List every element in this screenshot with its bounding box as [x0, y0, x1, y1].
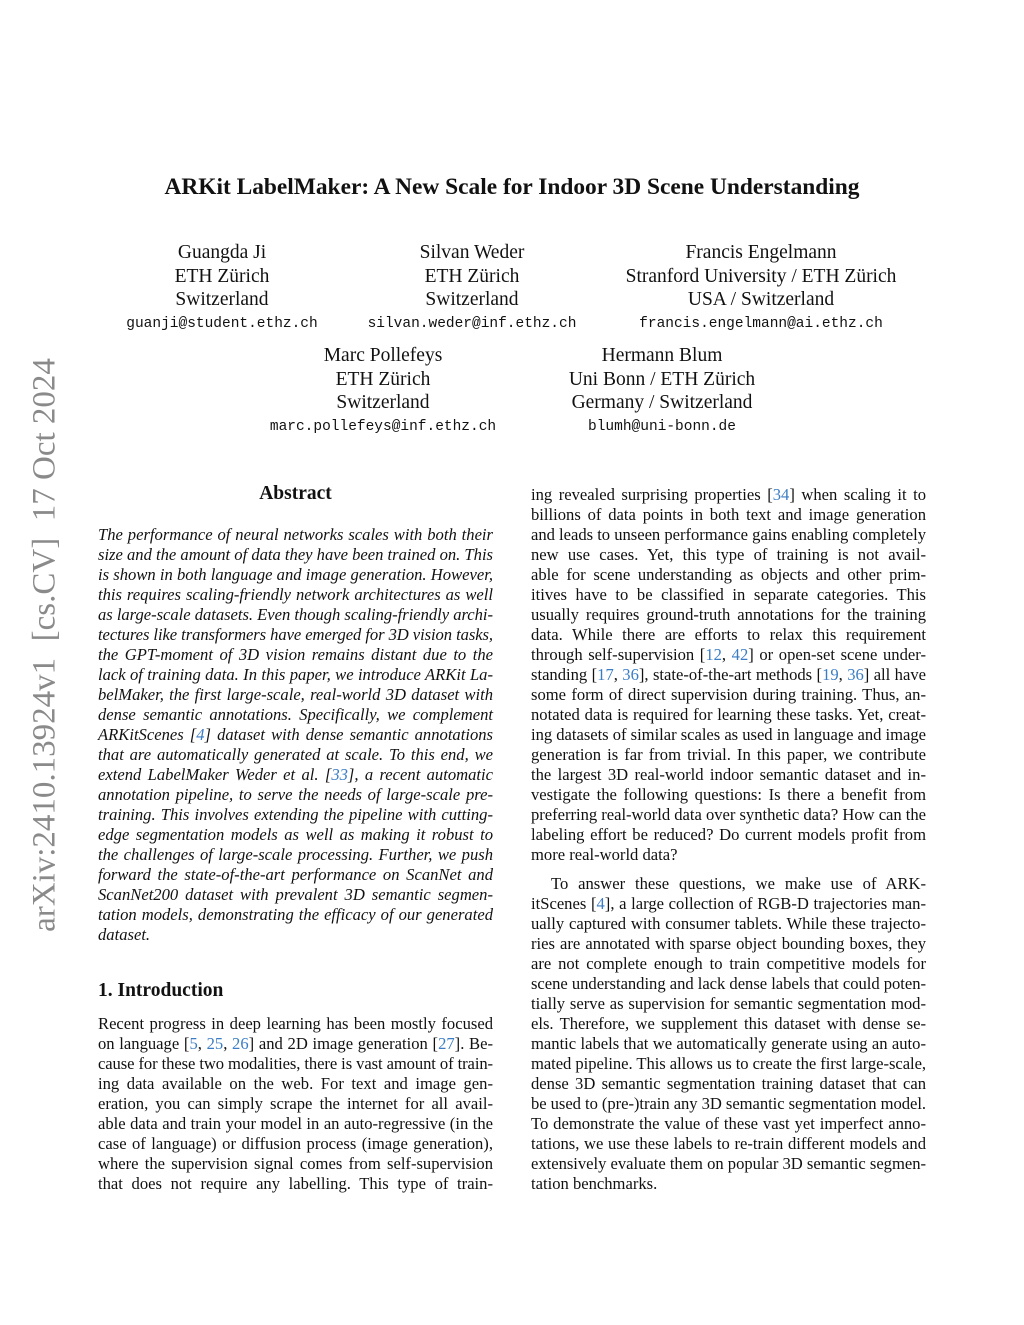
text-line: labeling effort be reduced? Do current models profit from [531, 825, 926, 844]
text-line: notated data is required for learning these tasks. Yet, creat- [531, 705, 926, 724]
paper-title: ARKit LabelMaker: A New Scale for Indoor 3D Scene Understanding [164, 174, 860, 200]
text-line: tation benchmarks. [531, 1174, 658, 1193]
text-line: generation is far from trivial. In this paper, we contribute [531, 745, 926, 764]
text-line: through self-supervision [12, 42] or open-set scene under- [531, 645, 926, 664]
text-line: billions of data points in both text and image generation [531, 505, 926, 524]
text-line: annotation pipeline, to serve the needs of large-scale pre- [98, 785, 493, 804]
citation-link[interactable]: 19 [822, 665, 839, 684]
citation-link[interactable]: 5 [189, 1034, 198, 1053]
author-email[interactable]: silvan.weder@inf.ethz.ch [367, 315, 577, 332]
intro-paragraph-right-1 [531, 485, 926, 865]
author-block [352, 241, 592, 337]
text-line: forward the state-of-the-art performance on ScanNet and [98, 865, 493, 884]
citation-link[interactable]: 36 [622, 665, 639, 684]
intro-paragraph-right-2 [531, 874, 926, 1194]
text-line: extend LabelMaker Weder et al. [33], a recent automatic [98, 765, 493, 784]
author-block [258, 344, 508, 440]
author-name: Guangda Ji [177, 242, 267, 263]
text-line: ScanNet200 dataset with prevalent 3D semantic segmen- [98, 885, 493, 904]
text-line: are not complete enough to train competitive models for [531, 954, 926, 973]
author-block [542, 344, 782, 440]
text-line: To demonstrate the value of these vast yet imperfect anno- [531, 1114, 926, 1133]
text-line: tectures like transformers have emerged for 3D vision tasks, [98, 625, 493, 644]
author-country: Germany / Switzerland [571, 392, 753, 413]
text-line: ing revealed surprising properties [34] when scaling it to [531, 485, 927, 504]
citation-link[interactable]: 12 [705, 645, 722, 664]
text-line: that are automatically generated at scale. To this end, we [98, 745, 493, 764]
text-line: on language [5, 25, 26] and 2D image generation [27]. Be- [98, 1034, 494, 1053]
text-line: vestigate the following questions: Is there a benefit from [531, 785, 926, 804]
text-line: preferring real-world data over synthetic data? How can the [531, 805, 926, 824]
text-line: mantic labels that we automatically generate using an auto- [531, 1034, 926, 1053]
author-country: Switzerland [336, 392, 430, 413]
author-country: Switzerland [175, 289, 269, 310]
text-line: size and the amount of data they have been trained on. This [98, 545, 493, 564]
text-line: The performance of neural networks scales with both their [98, 525, 493, 544]
text-line: els. Therefore, we supplement this dataset with dense se- [531, 1014, 926, 1033]
text-line: able for scene understanding as objects and other prim- [531, 565, 926, 584]
citation-link[interactable]: 33 [331, 765, 348, 784]
author-name: Marc Pollefeys [323, 345, 443, 366]
arxiv-stamp: arXiv:2410.13924v1 [cs.CV] 17 Oct 2024 [26, 358, 63, 932]
text-line: is shown in both language and image generation. However, [98, 565, 493, 584]
text-line: ually captured with consumer tablets. While these trajecto- [531, 914, 926, 933]
text-line: ing data available on the web. For text and image gen- [98, 1074, 493, 1093]
author-name: Francis Engelmann [685, 242, 837, 263]
text-line: Recent progress in deep learning has been mostly focused [98, 1014, 493, 1033]
text-line: eration, you can simply scrape the internet for all avail- [98, 1094, 493, 1113]
text-line: lack of training data. In this paper, we introduce ARKit La- [98, 665, 493, 684]
citation-link[interactable]: 42 [731, 645, 749, 664]
author-email[interactable]: francis.engelmann@ai.ethz.ch [639, 315, 883, 332]
author-block [606, 241, 916, 337]
text-line: standing [17, 36], state-of-the-art methods [19, 36] all have [531, 665, 926, 684]
text-line: cause for these two modalities, there is vast amount of train- [98, 1054, 493, 1073]
intro-paragraph-left [98, 1014, 493, 1194]
text-line: dataset. [98, 925, 151, 944]
text-line: belMaker, the first large-scale, real-world 3D dataset with [98, 685, 493, 704]
text-line: usually requires ground-truth annotations for the training [531, 605, 926, 624]
text-line: dense semantic annotations. Specifically, we complement [98, 705, 493, 724]
text-line: edge segmentation models as well as making it robust to [98, 825, 493, 844]
text-line: data. While there are efforts to relax this requirement [531, 625, 926, 644]
text-line: that does not require any labelling. This type of train- [98, 1174, 493, 1193]
introduction-heading: 1. Introduction [98, 980, 224, 1001]
author-email[interactable]: marc.pollefeys@inf.ethz.ch [269, 418, 497, 435]
text-line: be used to (pre-)train any 3D semantic segmentation model. [531, 1094, 926, 1113]
text-line: and leads to unseen performance gains enabling completely [531, 525, 926, 544]
text-line: the largest 3D real-world indoor semantic dataset and in- [531, 765, 926, 784]
text-line: ing datasets of similar scales as used in language and image [531, 725, 926, 744]
text-line: tations, we use these labels to re-train different models and [531, 1134, 926, 1153]
text-line: more real-world data? [531, 845, 678, 864]
text-line: case of language) or diffusion process (image generation), [98, 1134, 493, 1153]
text-line: tation models, demonstrating the efficacy of our generated [98, 905, 493, 924]
author-email[interactable]: guanji@student.ethz.ch [126, 315, 318, 332]
text-line: extensively evaluate them on popular 3D semantic segmen- [531, 1154, 926, 1173]
text-line: itScenes [4], a large collection of RGB-D trajectories man- [531, 894, 926, 913]
citation-link[interactable]: 27 [438, 1034, 455, 1053]
author-name: Hermann Blum [601, 345, 723, 366]
author-affiliation: ETH Zürich [335, 368, 431, 390]
text-line: ARKitScenes [4] dataset with dense semantic annotations [98, 725, 493, 744]
text-line: able data and train your model in an auto-regressive (in the [98, 1114, 493, 1133]
author-affiliation: Uni Bonn / ETH Zürich [568, 368, 756, 390]
text-line: the challenges of large-scale processing. Further, we push [98, 845, 493, 864]
citation-link[interactable]: 26 [232, 1034, 249, 1053]
text-line: training. This involves extending the pipeline with cutting- [98, 805, 493, 824]
citation-link[interactable]: 34 [772, 485, 790, 504]
author-affiliation: Stranford University / ETH Zürich [625, 265, 897, 287]
abstract-heading: Abstract [259, 483, 332, 504]
citation-link[interactable]: 17 [597, 665, 614, 684]
text-line: itives have to be classified in separate categories. This [531, 585, 926, 604]
text-line: new use cases. Yet, this type of training is not avail- [531, 545, 926, 564]
author-country: Switzerland [425, 289, 519, 310]
text-line: this requires scaling-friendly network architectures as well [98, 585, 493, 604]
text-line: scene understanding and lack dense labels that could poten- [531, 974, 926, 993]
citation-link[interactable]: 4 [196, 725, 205, 744]
text-line: ries are annotated with sparse object bounding boxes, they [531, 934, 926, 953]
citation-link[interactable]: 4 [596, 894, 605, 913]
author-name: Silvan Weder [419, 242, 525, 263]
text-line: the GPT-moment of 3D vision remains distant due to the [98, 645, 493, 664]
text-line: dense 3D semantic segmentation training dataset that can [531, 1074, 926, 1093]
author-country: USA / Switzerland [687, 289, 835, 310]
author-affiliation: ETH Zürich [424, 265, 520, 287]
citation-link[interactable]: 25 [206, 1034, 224, 1053]
author-affiliation: ETH Zürich [174, 265, 270, 287]
author-block [102, 241, 342, 337]
text-line: To answer these questions, we make use of ARK- [551, 874, 926, 893]
citation-link[interactable]: 36 [847, 665, 864, 684]
author-email[interactable]: blumh@uni-bonn.de [588, 418, 736, 435]
text-line: where the supervision signal comes from self-supervision [98, 1154, 493, 1173]
text-line: mated pipeline. This allows us to create the first large-scale, [531, 1054, 926, 1073]
text-line: as large-scale datasets. Even though scaling-friendly archi- [98, 605, 493, 624]
text-line: tially serve as supervision for semantic segmentation mod- [531, 994, 926, 1013]
text-line: some form of direct supervision during training. Thus, an- [531, 685, 926, 704]
abstract-body [98, 525, 493, 945]
